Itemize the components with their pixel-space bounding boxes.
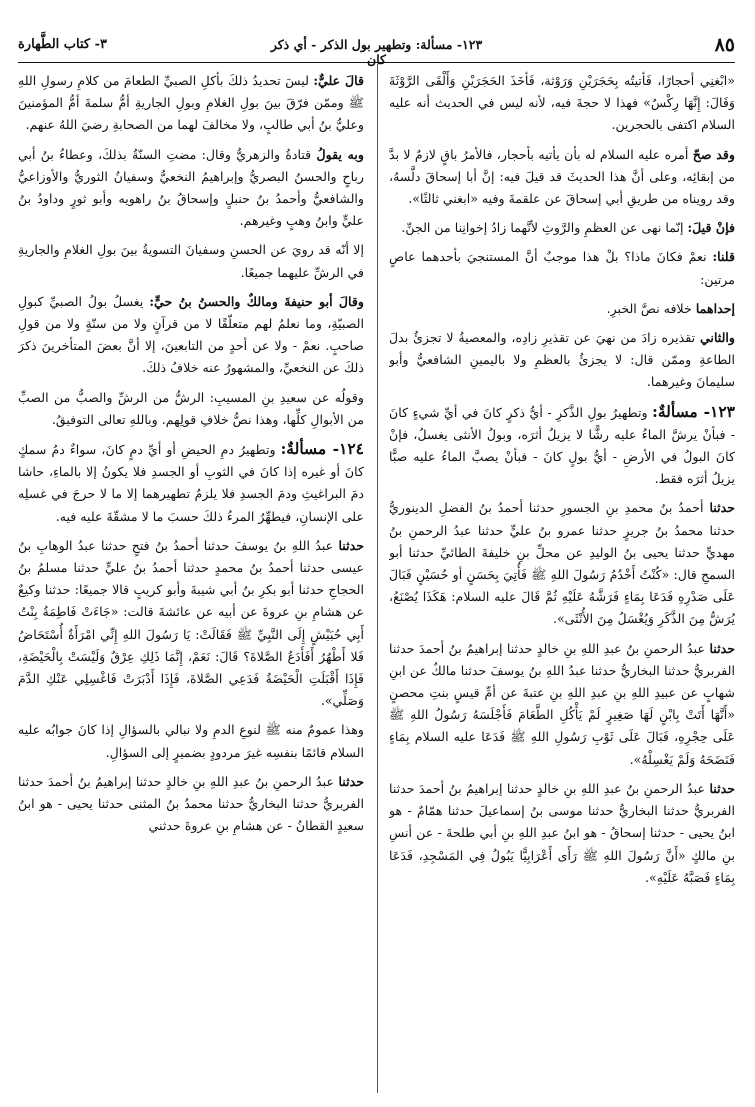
- paragraph: [18, 291, 364, 380]
- paragraph-lead: قلنا:: [712, 249, 735, 265]
- paragraph: [389, 144, 735, 211]
- paragraph-text: إلا أنّه قد رويَ عن الحسنِ وسفيانَ التسويةُ بينَ بولِ الغلامِ والجاريةِ في الرشِّ عليهما جميعًا.: [18, 242, 364, 280]
- paragraph-lead: حدثنا: [709, 640, 735, 656]
- paragraph-text: إنّما نهى عن العظمِ والرَّوثِ لأنَّهما زادُ إخوانِنا من الجنِّ.: [401, 220, 684, 236]
- paragraph: [18, 535, 364, 713]
- paragraph-text: وتطهيرُ بولِ الذَّكرِ - أيُّ ذكرٍ كانَ في أيِّ شيءٍ كانَ - فبأنْ يرشَّ الماءُ عليه رشًّا لا يزيلُ أثرَه، وبولُ الأنثى يغسلُ، فإنْ كانَ البولُ في الأرضِ - أيُّ بولٍ كانَ - فبأنْ يصبَّ الماءُ عليه صبًّا يزيلُ أثرَه فقط.: [389, 404, 735, 487]
- paragraph-text: وتطهيرُ دمِ الحيضِ أو أيِّ دمٍ كانَ، سواءٌ دمُ سمكٍ كانَ أو غيره إذا كانَ في الثوبِ أو الجسدِ فلا يكونُ إلا بالماءِ، حاشا دمَ البراغيثِ ودمَ الجسدِ فلا يلزمُ تطهيرهما إلا ما لا حرجَ في غسلِه على الإنسانِ، فيطهِّرُ المرءُ ذلكَ حسبَ ما لا مشقّةَ عليه فيه.: [18, 442, 364, 524]
- paragraph: [389, 638, 735, 771]
- column-divider: [377, 64, 378, 1093]
- paragraph-text: عبدُ الرحمنِ بنُ عبدِ اللهِ بنِ خالدٍ حدثنا إبراهيمُ بنُ أحمدَ حدثنا الفربريُّ حدثنا البخاريُّ حدثنا محمدُ بنُ المثنى حدثنا يحيى - هو ابنُ سعيدٍ القطانُ - عن هشامِ بنِ عروةَ حدثني: [18, 773, 364, 834]
- header-rule: [18, 62, 735, 63]
- paragraph-text: وهذا عمومٌ منه ﷺ لنوعِ الدمِ ولا نبالي بالسؤالِ إذا كانَ جوابُه عليه السلام قائمًا بنفسِه غيرَ مردودٍ بضميرٍ إلى السؤالِ.: [18, 722, 364, 760]
- paragraph: [389, 246, 735, 290]
- paragraph-text: وقولُه عن سعيدِ بنِ المسيبِ: الرشُّ من الرشِّ والصبُّ من الصبِّ من الأبوالِ كلِّها، وهذا نصُّ خلافِ قولِهم. وباللهِ تعالى التوفيقُ.: [18, 389, 364, 427]
- paragraph: [18, 438, 364, 528]
- paragraph-text: أمره عليه السلام له بأن يأتيه بأحجار، فالأمرُ باقٍ لازمٌ لا بدَّ من إبقائِه، وعلى أنَّ هذا الحديثَ قد قيلَ فيه: إنَّ أبا إسحاقَ دلَّسهُ، وقد رويناه من طريقِ أبي إسحاقَ عن علقمةَ وفيه «ابغني ثالثًا».: [389, 146, 735, 207]
- paragraph: [18, 719, 364, 763]
- paragraph-text: خلافه نصَّ الخبرِ.: [606, 300, 692, 316]
- paragraph-text: عبدُ اللهِ بنُ يوسفَ حدثنا أحمدُ بنُ فتحٍ حدثنا عبدُ الوهابِ بنُ عيسى حدثنا أحمدُ بنُ محمدٍ حدثنا أحمدُ بنُ عليٍّ حدثنا مسلمُ بنُ الحجاجِ حدثنا أبو بكرِ بنُ أبي شيبةَ وأبو كريبٍ قالا جميعًا: حدثنا وكيعٌ عن هشامِ بنِ عروةَ عن أبيه عن عائشةَ قالت: «جَاءَتْ فَاطِمَةُ بِنْتُ أَبِي حُبَيْشٍ إِلَى النَّبِيِّ ﷺ فَقَالَتْ: يَا رَسُولَ اللهِ إِنِّي امْرَأَةٌ أُسْتَحَاضُ فَلا أَطْهُرُ أَفَأَدَعُ الصَّلاةَ؟ قَالَ: نَعَمْ، إِنَّمَا ذَلِكِ عِرْقٌ وَلَيْسَتْ بِالْحَيْضَةِ، فَإِذَا أَقْبَلَتِ الْحَيْضَةُ فَدَعِي الصَّلاةَ، فَإِذَا أَدْبَرَتْ فَاغْسِلِي عَنْكِ الدَّمَ وَصَلِّي».: [18, 537, 364, 709]
- paragraph-text: تقذيره زادَ من نهيَ عن تقذيرِ زادِه، والمعصيةُ لا تجزئُ بدلَ الطاعةِ وممّن قال: لا يجزئُ بالعظمِ ولا باليمينِ الشافعيُّ وأبو سليمانَ وغيرهما.: [389, 330, 735, 390]
- paragraph-text: عبدُ الرحمنِ بنُ عبدِ اللهِ بنِ خالدٍ حدثنا إبراهيمُ بنُ أحمدَ حدثنا الفربريُّ حدثنا البخاريُّ حدثنا عبدُ اللهِ بنُ يوسفَ حدثنا مالكٌ عن ابنِ شهابٍ عن عبيدِ اللهِ بنِ عبدِ اللهِ بنِ عتبةَ عن أمِّ قيسٍ بنتِ محصنٍ «أَنَّهَا أَتَتْ بِابْنٍ لَهَا صَغِيرٍ لَمْ يَأْكُلِ الطَّعَامَ فَأَجْلَسَهُ رَسُولُ اللهِ ﷺ عَلَى حِجْرِهِ، فَبَالَ عَلَى ثَوْبِ رَسُولِ اللهِ ﷺ فَدَعَا عليه السلام بِمَاءٍ فَنَضَحَهُ وَلَمْ يَغْسِلْهُ».: [389, 640, 735, 767]
- running-title: ١٢٣- مسألة: وتطهير بول الذكر - أي ذكر كان: [270, 37, 483, 67]
- issue-heading: ١٢٣- مسألةٌ:: [652, 401, 735, 421]
- paragraph-lead: وبه يقولُ: [316, 146, 364, 162]
- paragraph: [18, 70, 364, 137]
- right-column: [389, 70, 735, 1093]
- paragraph-lead: حدثنا: [709, 500, 735, 516]
- paragraph-lead: قالَ عليٌّ:: [313, 73, 364, 88]
- paragraph-text: نعمْ فكانَ ماذا؟ بلْ هذا موجبٌ أنَّ المستنجيَ بأحدهما عاصٍ مرتين:: [389, 249, 735, 287]
- issue-heading: ١٢٤- مسألةٌ:: [280, 439, 364, 459]
- paragraph: [389, 298, 735, 320]
- paragraph: [18, 387, 364, 431]
- paragraph-lead: حدثنا: [709, 780, 735, 796]
- paragraph: [389, 497, 735, 630]
- paragraph-text: ليسَ تحديدُ ذلكَ بأكلِ الصبيِّ الطعامَ من كلامِ رسولِ اللهِ ﷺ وممّن فرّقَ بينَ بولِ الغلامِ وبولِ الجاريةِ أمُّ سلمةَ أمُّ المؤمنينَ وعليُّ بنُ أبي طالبٍ، ولا مخالفَ لهما من الصحابةِ رضيَ اللهُ عنهم.: [18, 73, 364, 133]
- paragraph: [18, 239, 364, 283]
- page-header: [18, 34, 735, 67]
- page-number: ٨٥: [714, 34, 735, 56]
- paragraph-text: «ابْغنِي أحجارًا، فَأتيتُه بِحَجَرَيْنِ وَرَوْثة، فَأخَذَ الحَجَرَيْنِ وَأَلْقَى الرَّوْثَةَ وَقَالَ: إِنَّهَا رِكْسٌ» فهذا لا حجةَ فيه، لأنه ليس في الحديث أنه عليه السلام اكتفى بالحجرين.: [389, 73, 735, 133]
- paragraph-lead: إحداهما: [695, 300, 735, 316]
- paragraph-text: أحمدُ بنُ محمدِ بنِ الجسورِ حدثنا أحمدُ بنُ الفضلِ الدينوريُّ حدثنا محمدُ بنُ جريرٍ حدثنا عمرو بنُ عليٍّ حدثنا عبدُ الرحمنِ بنُ مهديٍّ حدثنا يحيى بنُ الوليدِ عن محلِّ بنِ خليفةَ الطائيِّ حدثنا أبو السمحِ قال: «كُنْتُ أَخْدُمُ رَسُولَ اللهِ ﷺ فَأُتِيَ بِحَسَنٍ أو حُسَيْنٍ فَبَالَ عَلَى صَدْرِهِ فَدَعَا بِمَاءٍ فَرَشَّهُ عَلَيْهِ ثُمَّ قَالَ عليه السلام: هَكَذَا يُصْنَعُ، يُرَشُّ مِنَ الذَّكَرِ وَيُغْسَلُ مِنَ الأُنْثَى».: [389, 500, 735, 627]
- paragraph: [389, 327, 735, 394]
- left-column: [18, 70, 364, 1093]
- paragraph: [18, 144, 364, 233]
- paragraph-lead: والثاني: [699, 330, 735, 346]
- paragraph-lead: وقد صحّ: [692, 146, 735, 162]
- paragraph: [389, 217, 735, 239]
- paragraph-text: يغسلُ بولُ الصبيِّ كبولِ الصبيّةِ، وما نعلمُ لهم متعلّقًا لا من قرآنٍ ولا من سنّةٍ ولا من قولِ صاحبٍ. نعمْ - ولا عن أحدٍ من التابعينَ، إلا أنَّ بعضَ المتأخرينَ ذكرَ ذلكَ عن النخعيِّ، والمشهورُ عنه خلافُ ذلكَ.: [18, 293, 364, 376]
- paragraph-lead: وقالَ أبو حنيفةَ ومالكٌ والحسنُ بنُ حيٍّ:: [149, 293, 364, 309]
- chapter-title: ٣- كتاب الطَّهارة: [18, 37, 108, 52]
- paragraph-lead: حدثنا: [338, 537, 364, 553]
- paragraph: [389, 70, 735, 137]
- paragraph-text: عبدُ الرحمنِ بنُ عبدِ اللهِ بنِ خالدٍ حدثنا إبراهيمُ بنُ أحمدَ حدثنا الفربريُّ حدثنا البخاريُّ حدثنا موسى بنُ إسماعيلَ حدثنا همّامٌ - هو ابنُ يحيى - حدثنا إسحاقُ - هو ابنُ عبدِ اللهِ بنِ أبي طلحةَ - عن أنسِ بنِ مالكٍ «أَنَّ رَسُولَ اللهِ ﷺ رَأَى أَعْرَابِيًّا يَبُولُ فِي المَسْجِدِ، فَدَعَا بِمَاءٍ فَصَبَّهُ عَلَيْهِ».: [389, 780, 735, 885]
- paragraph: [18, 771, 364, 838]
- paragraph-lead: فإنْ قيلَ:: [687, 220, 735, 236]
- paragraph: [389, 401, 735, 491]
- paragraph-text: قتادةُ والزهريُّ وقال: مضتِ السنّةُ بذلكَ، وعطاءُ بنُ أبي رباحٍ والحسنُ البصريُّ وإبراهيمُ النخعيُّ وسفيانُ الثوريُّ والأوزاعيُّ والشافعيُّ وأحمدُ بنُ حنبلٍ وإسحاقُ بنُ راهويه وأبو ثورٍ وداودُ بنُ عليٍّ وابنُ وهبٍ وغيرهم.: [18, 146, 364, 229]
- paragraph-lead: حدثنا: [338, 773, 364, 789]
- paragraph: [389, 778, 735, 889]
